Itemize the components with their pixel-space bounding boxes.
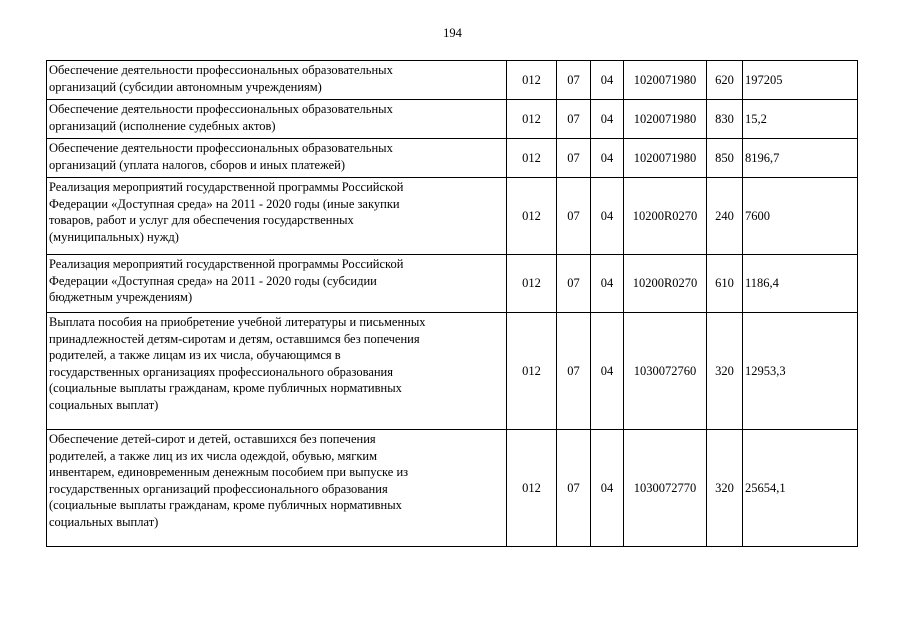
description-line: родителей, а также лицам из их числа, обучающимся в [49, 348, 341, 362]
subsection-code: 04 [591, 100, 624, 139]
section-code: 07 [557, 178, 591, 255]
amount: 197205 [743, 61, 858, 100]
page-number: 194 [443, 26, 462, 40]
subsection-code: 04 [591, 139, 624, 178]
subsection-code: 04 [591, 255, 624, 313]
ministry-code: 012 [507, 178, 557, 255]
expense-type-code: 320 [707, 430, 743, 547]
description-line: организаций (уплата налогов, сборов и иных платежей) [49, 157, 345, 172]
amount: 8196,7 [743, 139, 858, 178]
description-line: (социальные выплаты гражданам, кроме публичных нормативных [49, 498, 402, 512]
description-line: инвентарем, единовременным денежным пособием при выпуске из [49, 465, 409, 479]
amount: 1186,4 [743, 255, 858, 313]
description-line: Федерации «Доступная среда» на 2011 - 2020 годы (иные закупки [49, 196, 400, 211]
description-line: (социальные выплаты гражданам, кроме публичных нормативных [49, 381, 402, 395]
description-line: принадлежностей детям-сиротам и детям, оставшимся без попечения [49, 331, 420, 346]
amount: 25654,1 [743, 430, 858, 547]
description-line: Выплата пособия на приобретение учебной литературы и письменных [49, 315, 426, 329]
description-line: организаций (исполнение судебных актов) [49, 118, 276, 133]
table-row [47, 313, 858, 430]
subsection-code: 04 [591, 313, 624, 430]
description-line: товаров, работ и услуг для обеспечения государственных [49, 213, 354, 227]
section-code: 07 [557, 430, 591, 547]
ministry-code: 012 [507, 139, 557, 178]
target-article-code: 1020071980 [624, 61, 707, 100]
expense-type-code: 610 [707, 255, 743, 313]
budget-table-body [47, 61, 858, 547]
target-article-code: 1030072760 [624, 313, 707, 430]
amount: 12953,3 [743, 313, 858, 430]
expense-type-code: 240 [707, 178, 743, 255]
target-article-code: 10200R0270 [624, 178, 707, 255]
subsection-code: 04 [591, 430, 624, 547]
target-article-code: 1030072770 [624, 430, 707, 547]
expense-type-code: 620 [707, 61, 743, 100]
description-line: Обеспечение деятельности профессиональных образовательных [49, 141, 393, 155]
section-code: 07 [557, 255, 591, 313]
table-row [47, 100, 858, 139]
table-row [47, 255, 858, 313]
target-article-code: 1020071980 [624, 139, 707, 178]
ministry-code: 012 [507, 430, 557, 547]
expense-type-code: 830 [707, 100, 743, 139]
row-description [47, 100, 507, 139]
description-line: государственных организациях профессионального образования [49, 364, 394, 379]
description-line: государственных организаций профессионального образования [49, 481, 388, 496]
description-line: социальных выплат) [49, 514, 159, 529]
table-row [47, 139, 858, 178]
description-line: бюджетным учреждениям) [49, 290, 193, 304]
section-code: 07 [557, 313, 591, 430]
description-line: Обеспечение детей-сирот и детей, оставшихся без попечения [49, 432, 376, 446]
target-article-code: 1020071980 [624, 100, 707, 139]
ministry-code: 012 [507, 255, 557, 313]
row-description [47, 178, 507, 255]
ministry-code: 012 [507, 100, 557, 139]
description-line: Обеспечение деятельности профессиональных образовательных [49, 102, 393, 116]
description-line: организаций (субсидии автономным учреждениям) [49, 79, 322, 94]
description-line: (муниципальных) нужд) [49, 229, 179, 244]
ministry-code: 012 [507, 313, 557, 430]
section-code: 07 [557, 61, 591, 100]
row-description [47, 139, 507, 178]
description-line: социальных выплат) [49, 397, 159, 412]
table-row [47, 61, 858, 100]
table-row [47, 178, 858, 255]
description-line: Реализация мероприятий государственной программы Российской [49, 257, 404, 271]
subsection-code: 04 [591, 61, 624, 100]
amount: 7600 [743, 178, 858, 255]
description-line: Реализация мероприятий государственной программы Российской [49, 180, 404, 194]
row-description [47, 61, 507, 100]
expense-type-code: 850 [707, 139, 743, 178]
row-description [47, 313, 507, 430]
budget-table [46, 60, 858, 547]
section-code: 07 [557, 100, 591, 139]
expense-type-code: 320 [707, 313, 743, 430]
row-description [47, 430, 507, 547]
target-article-code: 10200R0270 [624, 255, 707, 313]
description-line: Федерации «Доступная среда» на 2011 - 2020 годы (субсидии [49, 273, 377, 288]
description-line: Обеспечение деятельности профессиональных образовательных [49, 63, 393, 77]
amount: 15,2 [743, 100, 858, 139]
ministry-code: 012 [507, 61, 557, 100]
row-description [47, 255, 507, 313]
table-row [47, 430, 858, 547]
subsection-code: 04 [591, 178, 624, 255]
section-code: 07 [557, 139, 591, 178]
description-line: родителей, а также лиц из их числа одеждой, обувью, мягким [49, 448, 377, 463]
